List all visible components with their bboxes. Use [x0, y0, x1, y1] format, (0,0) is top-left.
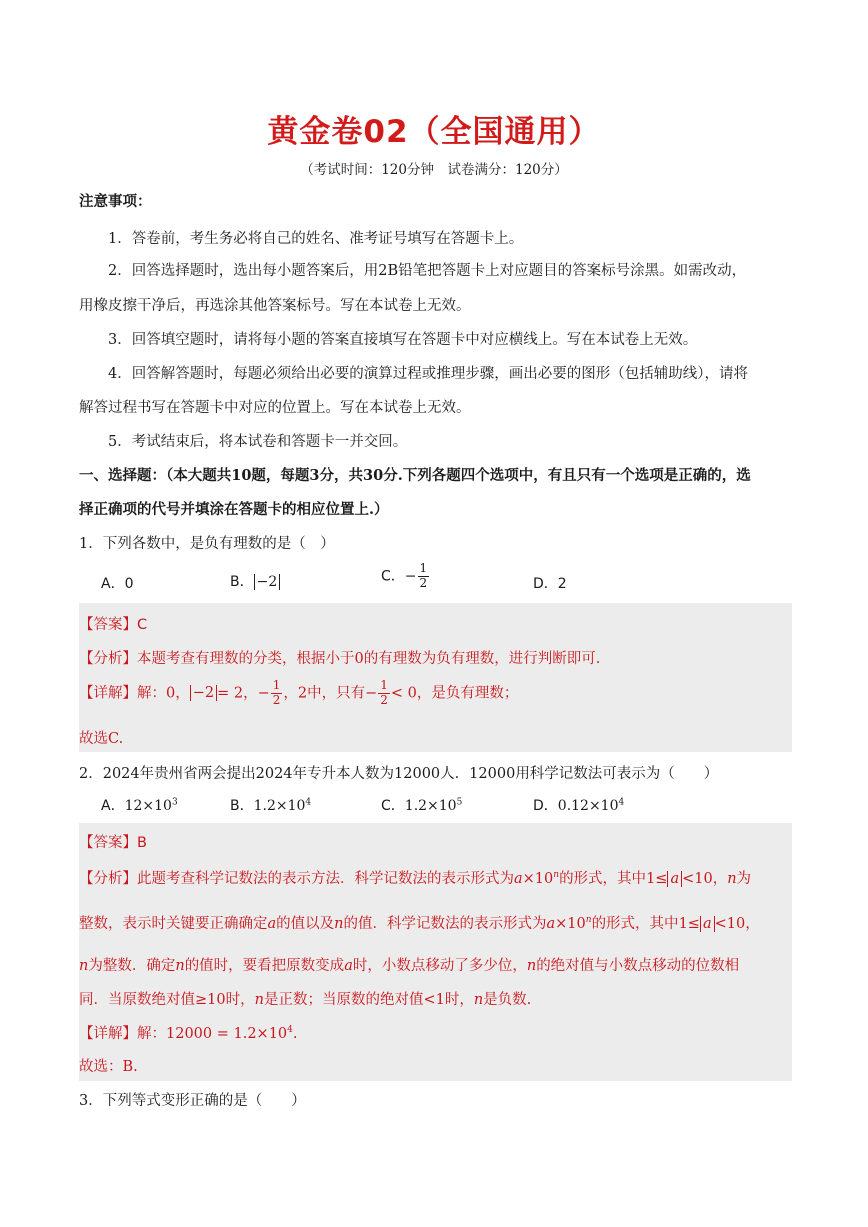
section-heading: 一、选择题：（本大题共10题，每题3分，共30分.下列各题四个选项中，有且只有一个选项是正确的，选 [79, 467, 751, 484]
option-value: 2 [557, 576, 567, 592]
detail-tag: 【详解】 [79, 685, 137, 702]
numerator: 1 [419, 561, 428, 575]
q2-solution-box [79, 823, 792, 1081]
notice-item-5: 5．考试结束后，将本试卷和答题卡一并交回。 [108, 434, 408, 450]
option-label: B． [230, 574, 254, 590]
denominator: 2 [419, 575, 428, 590]
option-value: 0 [124, 576, 134, 592]
q2-analysis-line-1: 【分析】此题考查科学记数法的表示方法．科学记数法的表示形式为$a\times 10^n$的形式，其中1≤ a <10，n为 [79, 870, 752, 887]
q2-option-d: D．$0.12\times 10^4$ [533, 797, 625, 814]
notice-heading: 注意事项： [79, 193, 152, 210]
q2-detail: 【详解】解：$12000 = 1.2\times 10^4$. [79, 1025, 298, 1042]
q2-conclusion: 故选：B. [79, 1059, 138, 1075]
section-heading-cont: 择正确项的代号并填涂在答题卡的相应位置上.） [79, 501, 389, 518]
fraction [418, 562, 430, 591]
analysis-tag: 【分析】 [79, 651, 137, 667]
notice-item-3: 3．回答填空题时，请将每小题的答案直接填写在答题卡中对应横线上。写在本试卷上无效。 [108, 332, 698, 348]
notice-item-2-cont: 用橡皮擦干净后，再选涂其他答案标号。写在本试卷上无效。 [79, 298, 471, 314]
q2-option-a: A．$12\times 10^3$ [101, 797, 178, 814]
question-1-stem: 1．下列各数中，是负有理数的是（ ） [79, 536, 335, 552]
q1-analysis [79, 647, 600, 668]
q1-detail: 【详解】解：0， −2 = 2，− $\frac{1}{2}$ ，2中，只有− $\frac{1}{2}$ < 0，是负有理数； [79, 678, 519, 707]
q1-option-a [101, 573, 134, 593]
q1-answer [79, 613, 147, 634]
exam-info: （考试时间：120分钟 试卷满分：120分） [300, 162, 568, 178]
q1-option-d [533, 573, 567, 593]
notice-item-4: 4．回答解答题时，每题必须给出必要的演算过程或推理步骤，画出必要的图形（包括辅助线），请将 [108, 366, 748, 382]
question-3-stem: 3．下列等式变形正确的是（ ） [79, 1093, 306, 1109]
answer-tag: 【答案】 [79, 617, 137, 633]
option-label: D． [533, 576, 558, 592]
option-label: A． [101, 576, 125, 592]
q2-analysis-line-3: n为整数．确定n的值时，要看把原数变成a时，小数点移动了多少位，n的绝对值与小数点移动的位数相 [79, 958, 740, 974]
q1-conclusion: 故选C. [79, 731, 124, 747]
analysis-text: 本题考查有理数的分类，根据小于0的有理数为负有理数，进行判断即可. [137, 651, 601, 667]
page-title: 黄金卷02（全国通用） [267, 114, 601, 150]
notice-item-1: 1．答卷前，考生务必将自己的姓名、准考证号填写在答题卡上。 [108, 231, 524, 247]
notice-item-4-cont: 解答过程书写在答题卡中对应的位置上。写在本试卷上无效。 [79, 400, 471, 416]
q2-analysis-line-2: 整数，表示时关键要正确确定a的值以及n的值．科学记数法的表示形式为$a\times 10^n$的形式，其中1≤ a <10， [79, 915, 760, 932]
q2-answer: 【答案】B [79, 835, 147, 851]
notice-item-2: 2．回答选择题时，选出每小题答案后，用2B铅笔把答题卡上对应题目的答案标号涂黑。如需改动， [108, 263, 747, 279]
answer-value: C [137, 617, 148, 633]
q1-option-b [230, 571, 280, 591]
q1-option-c [381, 562, 430, 591]
option-value: −2 [254, 574, 281, 590]
question-2-stem: 2．2024年贵州省两会提出2024年专升本人数为12000人．12000用科学记数法可表示为（ ） [79, 766, 719, 782]
q1-solution-box [79, 603, 792, 752]
q2-analysis-line-4: 同．当原数绝对值≥10时，n是正数；当原数的绝对值<1时，n是负数. [79, 992, 532, 1008]
q2-option-b: B．$1.2\times 10^4$ [230, 797, 312, 814]
q2-option-c: C．$1.2\times 10^5$ [381, 797, 463, 814]
option-label: C． [381, 568, 405, 585]
minus-sign: − [404, 568, 417, 585]
